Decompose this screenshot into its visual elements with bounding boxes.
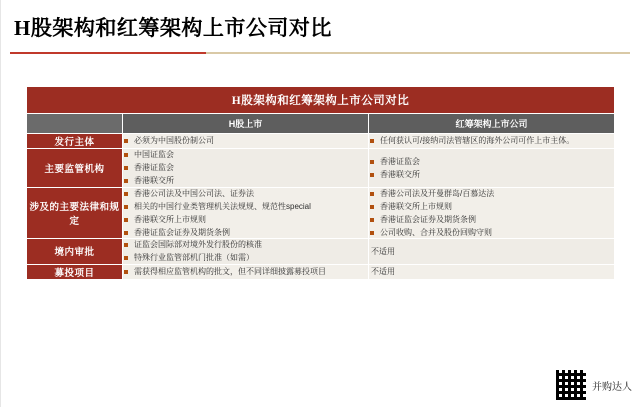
list-item: 香港联交所 <box>369 169 614 181</box>
list-item: 香港公司法及开曼群岛/百慕达法 <box>369 188 614 200</box>
row-label-domestic-approval: 境内审批 <box>27 239 123 265</box>
comparison-table-wrapper <box>26 86 614 280</box>
table-banner-row <box>27 87 615 114</box>
column-header-red-chip: 红筹架构上市公司 <box>369 114 615 134</box>
list-item: 香港证监会 <box>369 156 614 168</box>
footer-account-badge <box>555 369 632 401</box>
cell-domestic-approval-h <box>123 239 369 265</box>
header-blank-cell <box>27 114 123 134</box>
table-row <box>27 134 615 149</box>
cell-use-of-proceeds-h <box>123 264 369 279</box>
title-area <box>0 0 640 64</box>
account-name: 并购达人 <box>592 381 632 393</box>
list-item: 相关的中国行业类管理机关法规规、规范性special <box>123 201 368 213</box>
list-item: 需获得相应监管机构的批文，但不同详细披露募投项目 <box>123 266 368 278</box>
qr-code-icon <box>555 369 587 401</box>
cell-use-of-proceeds-r <box>369 264 615 279</box>
cell-issuer-r <box>369 134 615 149</box>
page-title: H股架构和红筹架构上市公司对比 <box>14 16 332 40</box>
list-item: 特殊行业监管部机门批准（如需） <box>123 252 368 264</box>
table-row <box>27 149 615 188</box>
list-item: 必须为中国股份制公司 <box>123 135 368 147</box>
table-row <box>27 264 615 279</box>
table-banner: H股架构和红筹架构上市公司对比 <box>27 87 615 114</box>
title-divider-accent <box>10 52 206 54</box>
cell-text: 不适用 <box>371 246 395 256</box>
list-item: 证监会国际部对境外发行股份的核准 <box>123 239 368 251</box>
cell-laws-r <box>369 187 615 239</box>
row-label-laws: 涉及的主要法律和规定 <box>27 187 123 239</box>
row-label-regulators: 主要监管机构 <box>27 149 123 188</box>
row-label-issuer: 发行主体 <box>27 134 123 149</box>
column-header-h-share: H股上市 <box>123 114 369 134</box>
list-item: 香港联交所 <box>123 175 368 187</box>
list-item: 香港联交所上市规则 <box>123 214 368 226</box>
list-item: 香港联交所上市规则 <box>369 201 614 213</box>
cell-issuer-h <box>123 134 369 149</box>
list-item: 公司收购、合并及股份回购守则 <box>369 227 614 239</box>
list-item: 香港证监会证券及期货条例 <box>369 214 614 226</box>
list-item: 任何获认可/接纳司法管辖区的海外公司可作上市主体。 <box>369 135 614 147</box>
list-item: 香港公司法及中国公司法、证券法 <box>123 188 368 200</box>
list-item: 香港证监会 <box>123 162 368 174</box>
comparison-table <box>26 86 615 280</box>
list-item: 中国证监会 <box>123 149 368 161</box>
cell-regulators-r <box>369 149 615 188</box>
cell-regulators-h <box>123 149 369 188</box>
table-row <box>27 187 615 239</box>
row-label-use-of-proceeds: 募投项目 <box>27 264 123 279</box>
cell-domestic-approval-r <box>369 239 615 265</box>
cell-laws-h <box>123 187 369 239</box>
table-header-row <box>27 114 615 134</box>
list-item: 香港证监会证券及期货条例 <box>123 227 368 239</box>
cell-text: 不适用 <box>371 266 395 276</box>
table-row <box>27 239 615 265</box>
